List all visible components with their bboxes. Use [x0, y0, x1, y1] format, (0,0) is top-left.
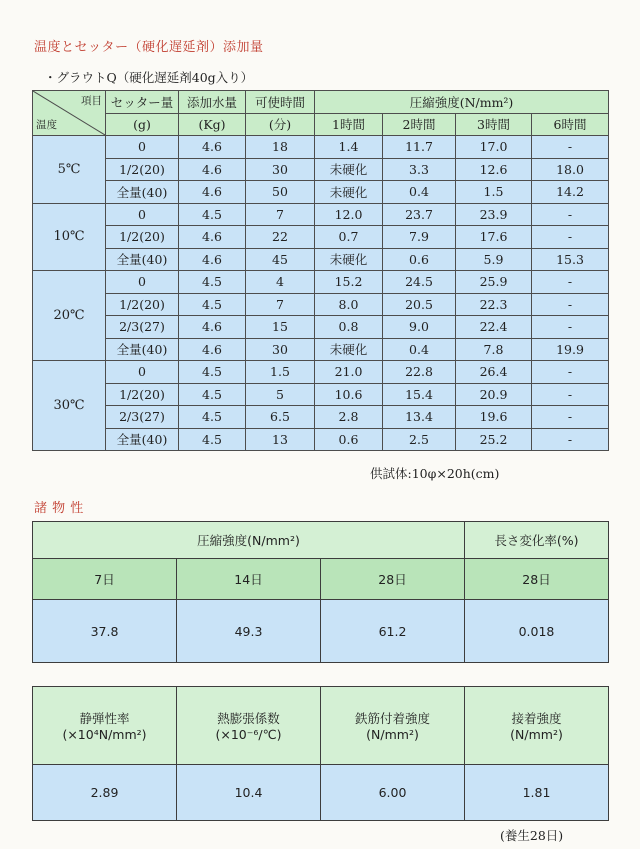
section-title-properties: 諸 物 性 — [34, 501, 84, 516]
data-cell: 4.5 — [179, 361, 246, 384]
data-cell: 4.6 — [179, 226, 246, 249]
value-cell: 61.2 — [321, 600, 465, 663]
header-hour-1: 1時間 — [315, 113, 383, 136]
data-cell: 15.3 — [532, 248, 609, 271]
data-cell: 0.4 — [383, 181, 456, 204]
header-water-unit: (Kg) — [179, 113, 246, 136]
header-thermal — [177, 687, 321, 765]
header-time-unit: (分) — [246, 113, 315, 136]
data-cell: 19.9 — [532, 338, 609, 361]
value-cell: 37.8 — [33, 600, 177, 663]
data-cell: 30 — [246, 338, 315, 361]
data-cell: 4.5 — [179, 383, 246, 406]
value-cell: 6.00 — [321, 765, 465, 821]
data-cell: 1/2(20) — [106, 383, 179, 406]
data-cell: 22 — [246, 226, 315, 249]
header-strength: 圧縮強度(N/mm²) — [315, 91, 609, 114]
data-cell: 24.5 — [383, 271, 456, 294]
data-cell: 全量(40) — [106, 181, 179, 204]
data-cell: 2/3(27) — [106, 316, 179, 339]
header-time: 可使時間 — [246, 91, 315, 114]
data-cell: 18 — [246, 136, 315, 159]
data-cell: 13 — [246, 428, 315, 451]
temperature-cell: 30℃ — [33, 361, 106, 451]
data-cell: 7.8 — [456, 338, 532, 361]
data-cell: 12.0 — [315, 203, 383, 226]
header-label: 静弾性率 — [79, 711, 130, 726]
header-setter: セッター量 — [106, 91, 179, 114]
value-cell: 49.3 — [177, 600, 321, 663]
data-cell: 4.5 — [179, 271, 246, 294]
value-cell: 10.4 — [177, 765, 321, 821]
data-cell: 0.6 — [315, 428, 383, 451]
table-row — [33, 428, 609, 451]
header-unit: (N/mm²) — [366, 727, 419, 742]
data-cell: 45 — [246, 248, 315, 271]
data-cell: 5 — [246, 383, 315, 406]
data-cell: 4 — [246, 271, 315, 294]
table-row — [33, 136, 609, 159]
data-cell: 0.6 — [383, 248, 456, 271]
data-cell: 30 — [246, 158, 315, 181]
value-cell: 1.81 — [465, 765, 609, 821]
data-cell: 1/2(20) — [106, 226, 179, 249]
table-row — [33, 361, 609, 384]
section-title-setter: 温度とセッター（硬化遅延剤）添加量 — [34, 40, 264, 55]
data-cell: - — [532, 383, 609, 406]
data-cell: 15.4 — [383, 383, 456, 406]
data-cell: 4.6 — [179, 181, 246, 204]
header-unit: (×10⁻⁶/℃) — [215, 727, 282, 742]
data-cell: - — [532, 361, 609, 384]
properties-table-strength — [32, 521, 609, 663]
temperature-cell: 20℃ — [33, 271, 106, 361]
data-cell: 0 — [106, 271, 179, 294]
day-cell: 7日 — [33, 559, 177, 600]
header-label: 熱膨張係数 — [217, 711, 280, 726]
data-cell: - — [532, 316, 609, 339]
header-label: 鉄筋付着強度 — [354, 711, 430, 726]
data-cell: 13.4 — [383, 406, 456, 429]
temperature-cell: 10℃ — [33, 203, 106, 271]
data-cell: 全量(40) — [106, 338, 179, 361]
data-cell: 未硬化 — [315, 248, 383, 271]
data-cell: 3.3 — [383, 158, 456, 181]
header-strength-2: 圧縮強度(N/mm²) — [33, 522, 465, 559]
data-cell: 2.5 — [383, 428, 456, 451]
table-row — [33, 338, 609, 361]
temperature-cell: 5℃ — [33, 136, 106, 204]
data-cell: 未硬化 — [315, 158, 383, 181]
data-cell: - — [532, 406, 609, 429]
data-cell: 7 — [246, 293, 315, 316]
data-cell: 7 — [246, 203, 315, 226]
data-cell: 7.9 — [383, 226, 456, 249]
data-cell: 50 — [246, 181, 315, 204]
data-cell: 4.5 — [179, 293, 246, 316]
data-cell: 未硬化 — [315, 338, 383, 361]
data-cell: 2/3(27) — [106, 406, 179, 429]
data-cell: 未硬化 — [315, 181, 383, 204]
day-cell: 28日 — [321, 559, 465, 600]
header-unit: (×10⁴N/mm²) — [62, 727, 147, 742]
data-cell: 22.4 — [456, 316, 532, 339]
corner-item-label: 項目 — [81, 95, 102, 107]
data-cell: 4.5 — [179, 406, 246, 429]
table-row — [33, 406, 609, 429]
data-cell: - — [532, 226, 609, 249]
data-cell: 4.6 — [179, 158, 246, 181]
table-row — [33, 203, 609, 226]
data-cell: 5.9 — [456, 248, 532, 271]
corner-temp-label: 温度 — [36, 119, 57, 131]
data-cell: 4.6 — [179, 248, 246, 271]
curing-note: (養生28日) — [500, 828, 564, 843]
data-cell: 0.4 — [383, 338, 456, 361]
data-cell: 25.9 — [456, 271, 532, 294]
header-adhesion — [465, 687, 609, 765]
data-cell: 4.6 — [179, 338, 246, 361]
data-cell: 0 — [106, 136, 179, 159]
setter-table — [32, 90, 609, 451]
data-cell: 4.6 — [179, 316, 246, 339]
header-hour-3: 3時間 — [456, 113, 532, 136]
data-cell: 25.2 — [456, 428, 532, 451]
data-cell: 全量(40) — [106, 248, 179, 271]
properties-table-misc — [32, 686, 609, 821]
data-cell: - — [532, 293, 609, 316]
data-cell: 23.7 — [383, 203, 456, 226]
table-row — [33, 226, 609, 249]
data-cell: 6.5 — [246, 406, 315, 429]
data-cell: 1.4 — [315, 136, 383, 159]
data-cell: 8.0 — [315, 293, 383, 316]
table-row — [33, 383, 609, 406]
data-cell: 4.5 — [179, 203, 246, 226]
data-cell: 15 — [246, 316, 315, 339]
header-setter-unit: (g) — [106, 113, 179, 136]
data-cell: 11.7 — [383, 136, 456, 159]
data-cell: 0.7 — [315, 226, 383, 249]
day-cell: 28日 — [465, 559, 609, 600]
header-hour-6: 6時間 — [532, 113, 609, 136]
data-cell: 10.6 — [315, 383, 383, 406]
data-cell: 1.5 — [246, 361, 315, 384]
data-cell: 15.2 — [315, 271, 383, 294]
value-cell: 0.018 — [465, 600, 609, 663]
header-length-change: 長さ変化率(%) — [465, 522, 609, 559]
data-cell: 9.0 — [383, 316, 456, 339]
data-cell: 0.8 — [315, 316, 383, 339]
data-cell: 19.6 — [456, 406, 532, 429]
header-label: 接着強度 — [511, 711, 562, 726]
header-unit: (N/mm²) — [510, 727, 563, 742]
header-elastic — [33, 687, 177, 765]
data-cell: - — [532, 271, 609, 294]
table-subtitle: ・グラウトQ（硬化遅延剤40g入り） — [44, 70, 254, 85]
data-cell: 17.0 — [456, 136, 532, 159]
header-hour-2: 2時間 — [383, 113, 456, 136]
data-cell: 26.4 — [456, 361, 532, 384]
data-cell: 1/2(20) — [106, 158, 179, 181]
data-cell: 2.8 — [315, 406, 383, 429]
data-cell: 4.6 — [179, 136, 246, 159]
corner-cell — [33, 91, 106, 136]
data-cell: 21.0 — [315, 361, 383, 384]
data-cell: - — [532, 136, 609, 159]
table-row — [33, 293, 609, 316]
data-cell: 17.6 — [456, 226, 532, 249]
data-cell: 0 — [106, 203, 179, 226]
data-cell: 1/2(20) — [106, 293, 179, 316]
data-cell: 23.9 — [456, 203, 532, 226]
data-cell: - — [532, 203, 609, 226]
data-cell: 18.0 — [532, 158, 609, 181]
data-cell: 20.9 — [456, 383, 532, 406]
table-row — [33, 271, 609, 294]
data-cell: 1.5 — [456, 181, 532, 204]
table-row — [33, 248, 609, 271]
day-cell: 14日 — [177, 559, 321, 600]
data-cell: 22.3 — [456, 293, 532, 316]
data-cell: 20.5 — [383, 293, 456, 316]
table-row — [33, 316, 609, 339]
data-cell: 22.8 — [383, 361, 456, 384]
data-cell: 14.2 — [532, 181, 609, 204]
header-water: 添加水量 — [179, 91, 246, 114]
value-cell: 2.89 — [33, 765, 177, 821]
specimen-note: 供試体:10φ×20h(cm) — [370, 466, 500, 481]
header-rebar-bond — [321, 687, 465, 765]
table-row — [33, 181, 609, 204]
data-cell: 全量(40) — [106, 428, 179, 451]
data-cell: - — [532, 428, 609, 451]
data-cell: 12.6 — [456, 158, 532, 181]
data-cell: 4.5 — [179, 428, 246, 451]
data-cell: 0 — [106, 361, 179, 384]
table-row — [33, 158, 609, 181]
